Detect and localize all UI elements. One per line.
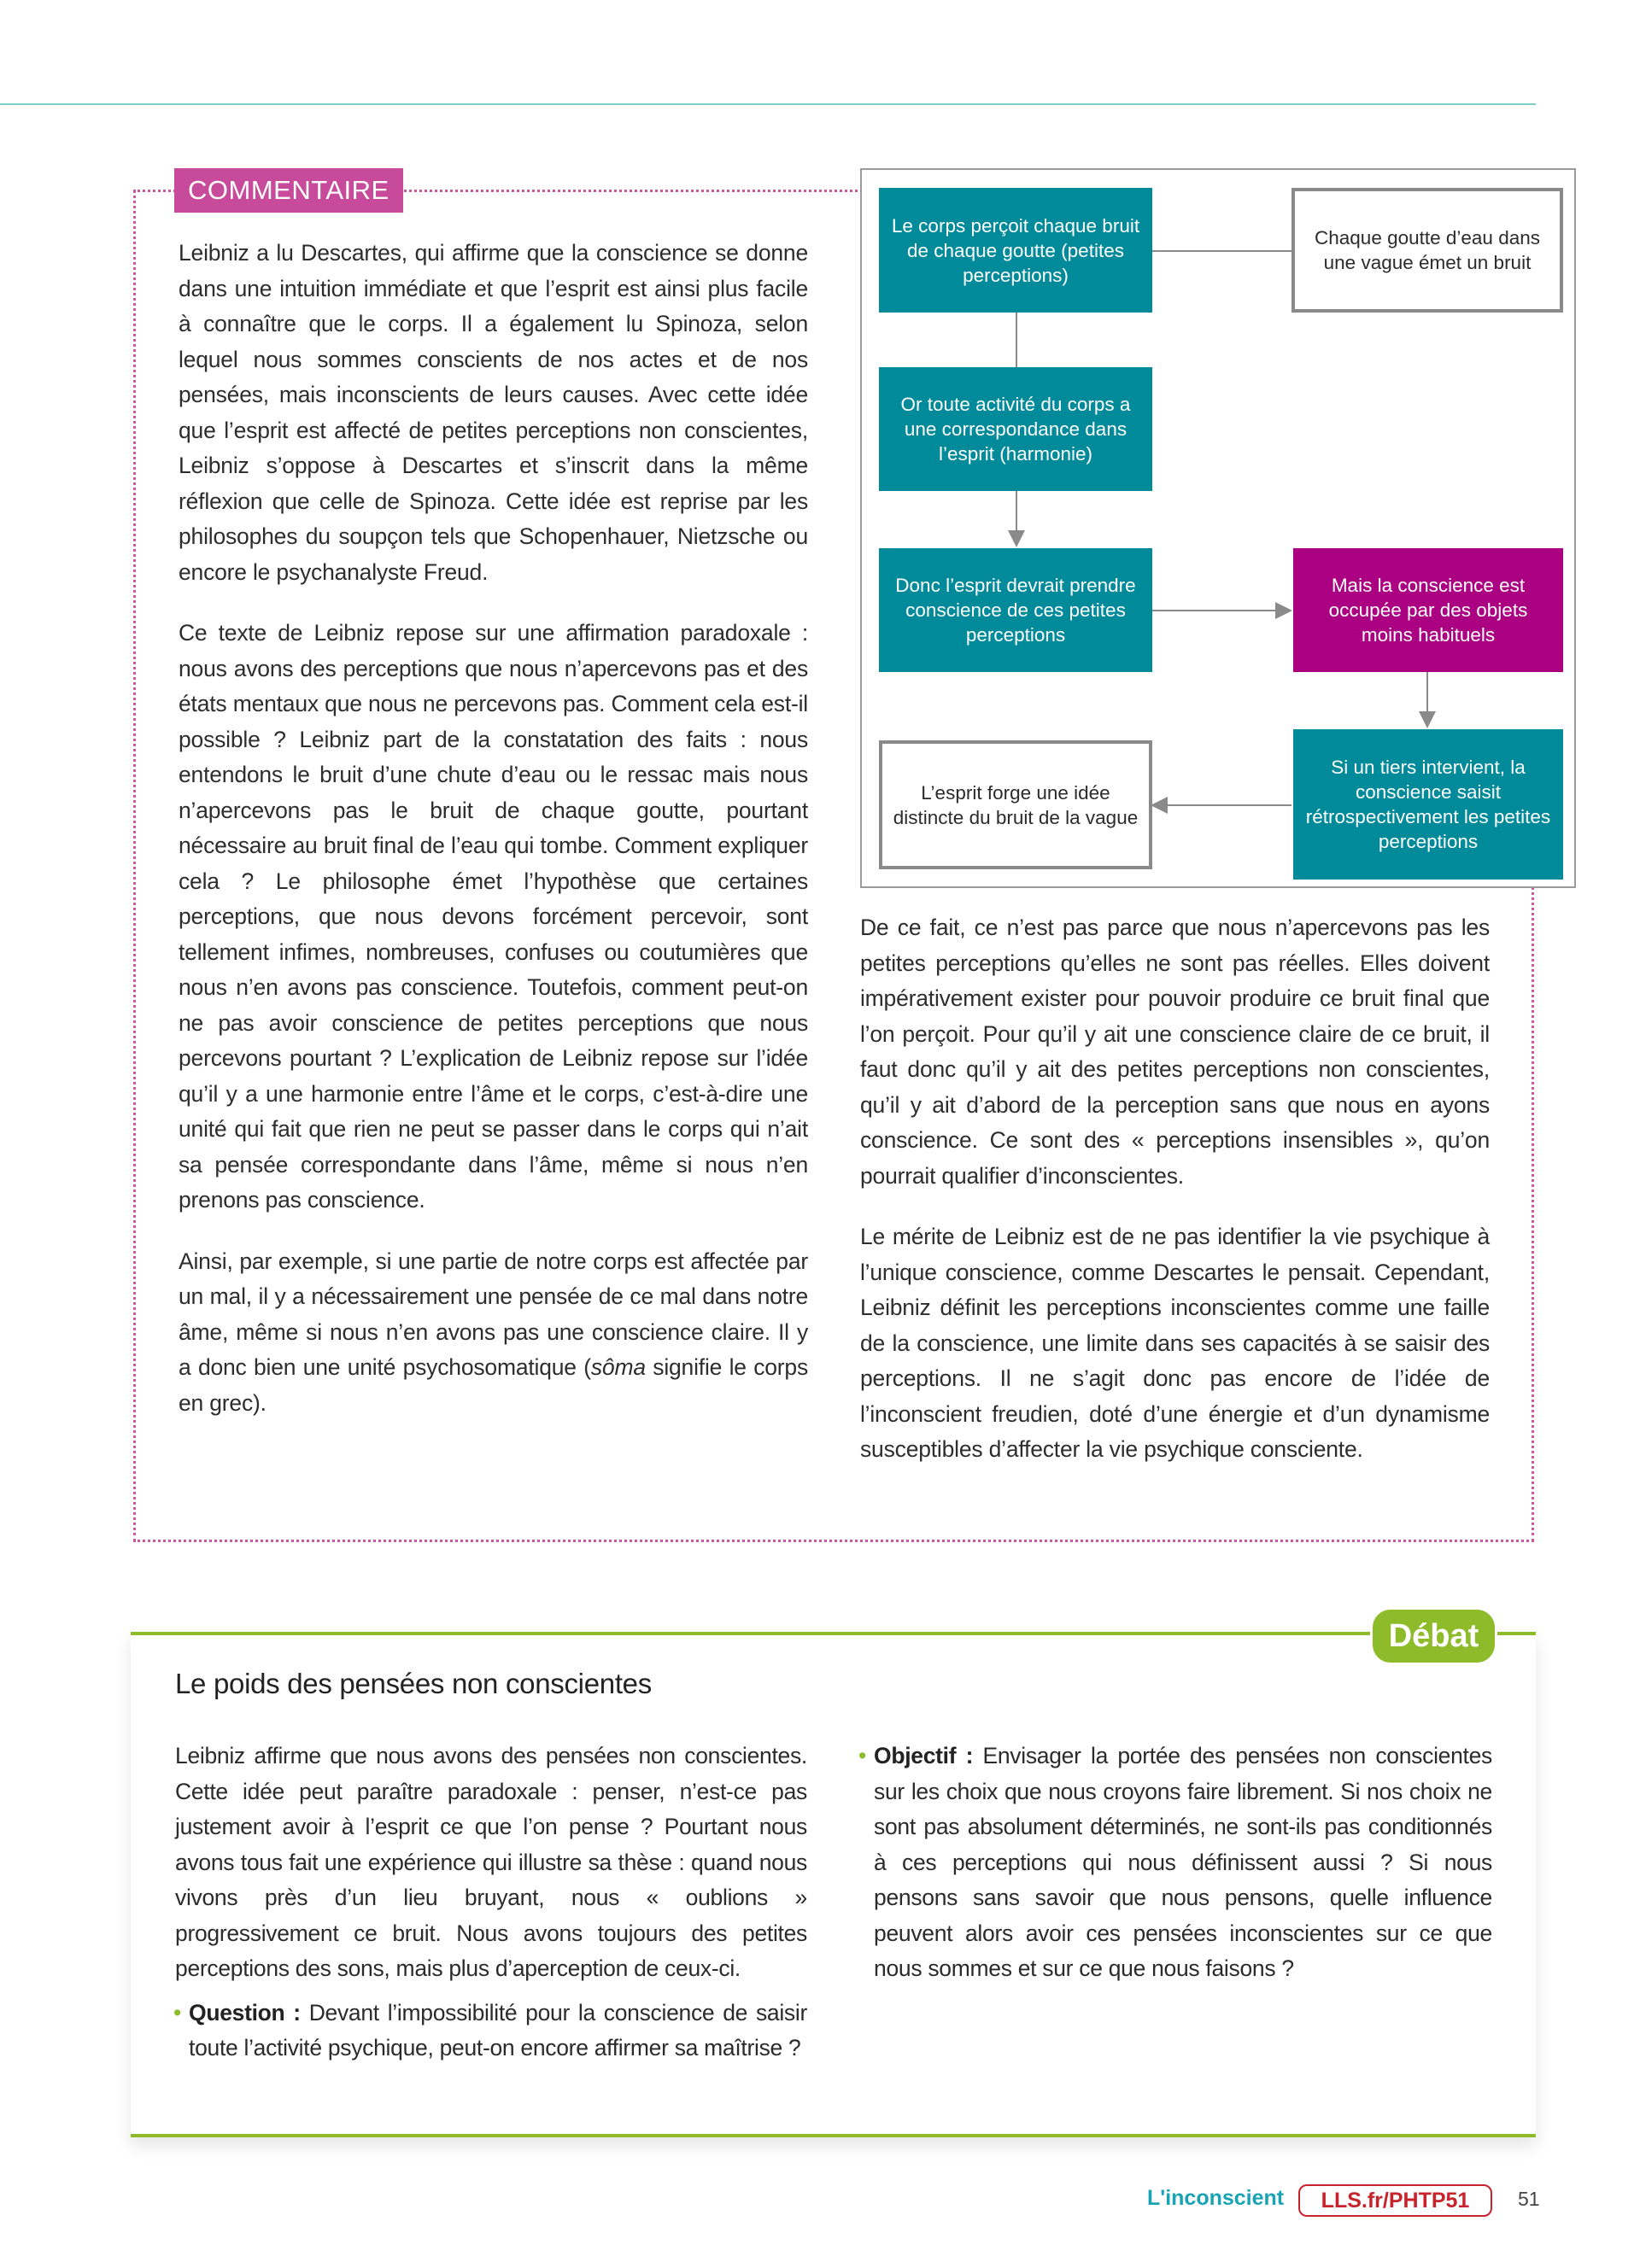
debat-objectif bbox=[860, 1739, 1492, 1987]
diagram-box-water-drop: Chaque goutte d’eau dans une vague émet un bruit bbox=[1292, 188, 1563, 313]
objectif-label: Objectif : bbox=[874, 1743, 974, 1768]
paragraph: Le mérite de Leibniz est de ne pas identifier la vie psychique à l’unique conscience, comme Descartes le pensait. Cependant, Leibniz définit les perceptions inconscientes comme une faille de la conscience, une limite dans ses capacités à se saisir des perceptions. Il ne s’agit donc pas encore de l’idée de l’inconscient freudien, doté d’une énergie et d’un dynamisme susceptibles d’affecter la vie psychique consciente. bbox=[860, 1224, 1490, 1462]
diagram-box-harmony: Or toute activité du corps a une correspondance dans l’esprit (harmonie) bbox=[879, 367, 1152, 491]
diagram-box-consciousness-occupied: Mais la conscience est occupée par des objets moins habituels bbox=[1293, 548, 1563, 672]
paragraph bbox=[179, 1244, 808, 1422]
paragraph: Leibniz a lu Descartes, qui affirme que la conscience se donne dans une intuition immédiate et que l’esprit est ainsi plus facile à connaître que le corps. Il a également lu Spinoza, selon lequel nous sommes conscients de nos actes et de nos pensées, mais inconscients de leurs causes. Avec cette idée que l’esprit est affecté de petites perceptions non conscientes, Leibniz s’oppose à Descartes et s’inscrit dans la même réflexion que celle de Spinoza. Cette idée est reprise par les philosophes du soupçon tels que Schopenhauer, Nietzsche ou encore le psychanalyste Freud. bbox=[179, 240, 808, 585]
debat-left-column bbox=[175, 1739, 807, 2075]
question-text: Devant l’impossibilité pour la conscience de saisir toute l’activité psychique, peut-on encore affirmer sa maîtrise ? bbox=[189, 1999, 807, 2060]
commentaire-left-column bbox=[179, 236, 808, 1447]
italic-term: sôma bbox=[590, 1354, 646, 1380]
debat-question bbox=[175, 1996, 807, 2066]
text-run: Ainsi, par exemple, si une partie de notre corps est affectée par un mal, il y a nécessairement une pensée de ce mal dans notre âme, même si nous n’en avons pas une conscience claire. Il y a donc bien une unité psychosomatique ( bbox=[179, 1248, 808, 1380]
header-rule bbox=[0, 103, 1536, 105]
debat-intro: Leibniz affirme que nous avons des pensées non conscientes. Cette idée peut paraître paradoxale : penser, n’est-ce pas justement avoir à l’esprit ce que l’on pense ? Pourtant nous avons tous fait une expérience qui illustre sa thèse : quand nous vivons près d’un lieu bruyant, nous « oublions » progressivement ce bruit. Nous avons toujours des petites perceptions des sons, mais plus d’aperception de ceux-ci. bbox=[175, 1743, 807, 1981]
diagram-box-mind-should: Donc l’esprit devrait prendre conscience de ces petites perceptions bbox=[879, 548, 1152, 672]
commentaire-label: COMMENTAIRE bbox=[174, 168, 403, 213]
diagram-box-third-party: Si un tiers intervient, la conscience saisit rétrospectivement les petites perceptions bbox=[1293, 729, 1563, 880]
page-number: 51 bbox=[1518, 2188, 1540, 2210]
diagram-box-distinct-idea: L’esprit forge une idée distincte du bruit de la vague bbox=[879, 740, 1152, 869]
diagram-box-body-perceives: Le corps perçoit chaque bruit de chaque goutte (petites perceptions) bbox=[879, 188, 1152, 313]
flow-diagram bbox=[860, 168, 1576, 888]
objectif-text: Envisager la portée des pensées non conscientes sur les choix que nous croyons faire librement. Si nos choix ne sont pas absolument déterminés, ne sont-ils pas conditionnés à ces perceptions qui nous définissent aussi ? Si nous pensons sans savoir que nous pensons, quelle influence peuvent alors avoir ces pensées inconscientes sur ce que nous sommes et sur ce que nous faisons ? bbox=[874, 1743, 1492, 1981]
paragraph: De ce fait, ce n’est pas parce que nous n’apercevons pas les petites perceptions qu’elles ne sont pas réelles. Elles doivent impérativement exister pour pouvoir produire ce bruit final que l’on perçoit. Pour qu’il y ait une conscience claire de ce bruit, il faut donc qu’il y ait des petites perceptions non conscientes, qu’il y ait d’abord de la perception sans que nous en ayons conscience. Ce sont des « perceptions insensibles », qu’on pourrait qualifier d’inconscientes. bbox=[860, 915, 1490, 1189]
footer-link[interactable]: LLS.fr/PHTP51 bbox=[1298, 2184, 1492, 2217]
paragraph: Ce texte de Leibniz repose sur une affirmation paradoxale : nous avons des perceptions que nous n’apercevons pas et des états mentaux que nous ne percevons pas. Comment cela est-il possible ? Leibniz part de la constatation des faits : nous entendons le bruit d’une chute d’eau ou le ressac mais nous n’apercevons pas le bruit de chaque goutte, pourtant nécessaire au bruit final de l’eau qui tombe. Comment expliquer cela ? Le philosophe émet l’hypothèse que certaines perceptions, que nous devons forcément percevoir, sont tellement infimes, nombreuses, confuses ou coutumières que nous n’en avons pas conscience. Toutefois, comment peut-on ne pas avoir conscience de petites perceptions que nous percevons pourtant ? L’explication de Leibniz repose sur l’idée qu’il y a une harmonie entre l’âme et le corps, c’est-à-dire une unité qui fait que rien ne peut se passer dans le corps qui n’ait sa pensée correspondante dans l’âme, même si nous n’en prenons pas conscience. bbox=[179, 620, 808, 1213]
text-run: signifie le corps en grec). bbox=[179, 1354, 808, 1416]
debat-right-column bbox=[860, 1739, 1492, 1996]
commentaire-right-column bbox=[860, 910, 1490, 1493]
question-label: Question : bbox=[189, 1999, 301, 2025]
footer-chapter-title: L'inconscient bbox=[1147, 2186, 1285, 2210]
debat-badge: Débat bbox=[1370, 1607, 1497, 1665]
debat-title: Le poids des pensées non conscientes bbox=[175, 1668, 652, 1699]
